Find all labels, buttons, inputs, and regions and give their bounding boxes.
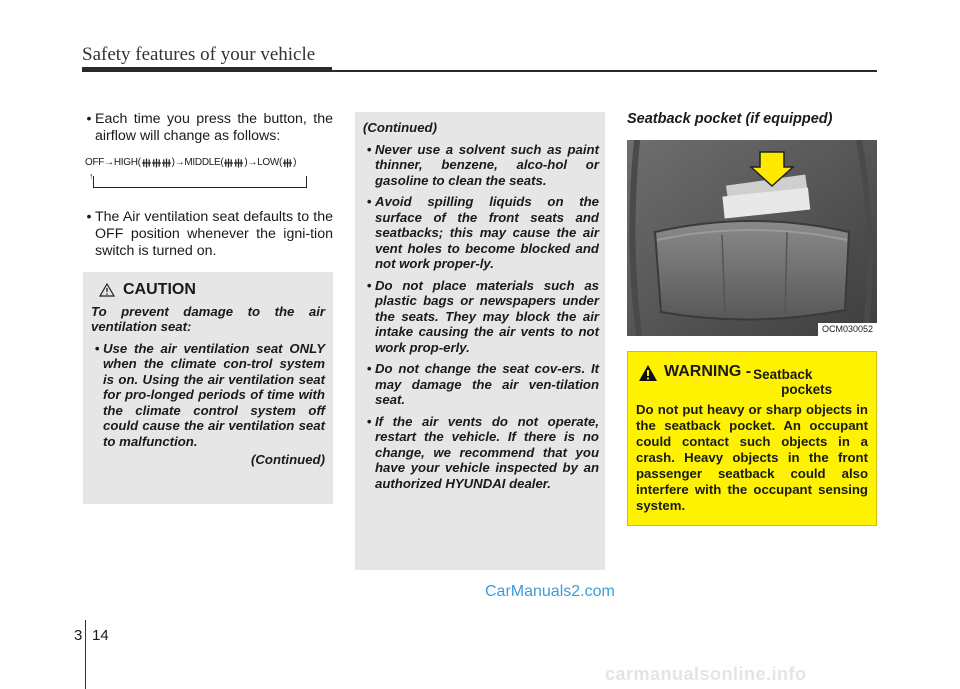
caution-item-text: Never use a solvent such as paint thinner, benzene, alco-hol or gasoline to clean the seats. (375, 141, 599, 188)
fan-icon (234, 158, 243, 168)
bullet-dot: • (86, 111, 92, 127)
warning-label: WARNING - (664, 363, 752, 380)
bullet-dot: • (366, 277, 372, 293)
header-rule-thick (82, 67, 332, 72)
watermark-link[interactable]: CarManuals2.com (485, 583, 615, 600)
list-item (91, 341, 325, 450)
caution-title: CAUTION (123, 281, 196, 298)
bullet-text: Each time you press the button, the airflow will change as follows: (95, 111, 333, 144)
bullet-dot: • (94, 340, 100, 356)
bullet-dot: • (366, 141, 372, 157)
fan-middle-close: ) (244, 157, 248, 168)
warning-triangle-icon (99, 283, 115, 297)
fan-low-label: LOW( (257, 157, 283, 168)
fan-high-icons (142, 158, 171, 168)
continued-label: (Continued) (363, 120, 437, 135)
caution-item-text: If the air vents do not operate, restart the vehicle. If there is no change, we recommend that you have your vehicle inspected by an authorized HYUNDAI dealer. (375, 413, 599, 491)
list-item (83, 111, 333, 145)
fan-middle-label: MIDDLE( (184, 157, 224, 168)
warning-subject (753, 367, 832, 397)
section-number: 3 (74, 627, 83, 644)
bullet-dot: • (366, 194, 372, 209)
arrow-icon: → (174, 157, 185, 168)
caution-item-text: Do not change the seat cov-ers. It may damage the air ven-tilation seat. (375, 361, 599, 407)
fan-middle-icons (224, 158, 243, 168)
caution-item-text: Do not place materials such as plastic bags or newspapers under the seats. They may block the air intake causing the air vents to not work prop-erly. (375, 277, 599, 355)
page-number-divider (85, 620, 86, 689)
page-number: 14 (92, 627, 109, 644)
fan-icon (224, 158, 233, 168)
warning-subject-line2: pockets (781, 382, 833, 397)
fan-icon (162, 158, 171, 168)
fan-high-close: ) (171, 157, 175, 168)
default-off-description (83, 209, 333, 260)
bullet-dot: • (86, 209, 92, 225)
list-item (83, 209, 333, 260)
seatback-pocket-image (627, 140, 877, 336)
list-item (363, 142, 599, 189)
caution-intro: To prevent damage to the air ventilation seat: (91, 303, 325, 334)
fan-high-label: HIGH( (113, 157, 141, 168)
bullet-dot: • (366, 361, 372, 376)
warning-body: Do not put heavy or sharp objects in the seatback pocket. An occupant could contact such objects in a crash. Heavy objects in the front passenger seatback could also interfere with the occupant sensing system. (636, 402, 868, 513)
caution-box (83, 272, 333, 504)
caution-heading (99, 282, 325, 298)
arrow-icon: → (247, 157, 258, 168)
seatback-pocket-photo (627, 140, 877, 336)
fan-off-label: OFF (85, 157, 105, 168)
caution-item-text: Use the air ventilation seat ONLY when the climate con-trol system is on. Using the air ventilation seat for pro-longed periods of time with the climate control system off could cause the air ventilation seat to malfunction. (103, 340, 325, 449)
caution-item-text: Avoid spilling liquids on the surface of the front seats and seatbacks; this may cause the air vent holes to become blocked and not work proper-ly. (375, 194, 599, 271)
fan-low-icons (283, 158, 292, 168)
fan-speed-sequence (85, 157, 335, 168)
warning-heading (636, 364, 868, 397)
airflow-description (83, 111, 333, 145)
caution-continued-box (355, 112, 605, 570)
section-title: Seatback pocket (if equipped) (627, 111, 833, 127)
list-item (363, 194, 599, 272)
page-header-title: Safety features of your vehicle (82, 44, 316, 65)
photo-caption: OCM030052 (818, 323, 877, 336)
list-item (363, 414, 599, 492)
arrow-icon: → (104, 157, 114, 168)
sequence-return-line (93, 176, 307, 188)
continued-label: (Continued) (251, 452, 325, 467)
fan-low-close: ) (293, 157, 297, 168)
warning-subject-line1: Seatback (753, 367, 813, 382)
fan-icon (283, 158, 292, 168)
return-arrow-icon: ↑ (89, 171, 94, 181)
bottom-watermark: carmanualsonline.info (605, 664, 807, 684)
warning-triangle-icon (638, 364, 658, 382)
fan-icon (152, 158, 161, 168)
warning-box (627, 351, 877, 526)
list-item (363, 361, 599, 408)
bullet-dot: • (366, 413, 372, 429)
header-rule-thin (332, 70, 877, 72)
bullet-text: The Air ventilation seat defaults to the OFF position whenever the igni-tion switch is turned on. (95, 209, 333, 259)
list-item (363, 278, 599, 356)
fan-icon (142, 158, 151, 168)
